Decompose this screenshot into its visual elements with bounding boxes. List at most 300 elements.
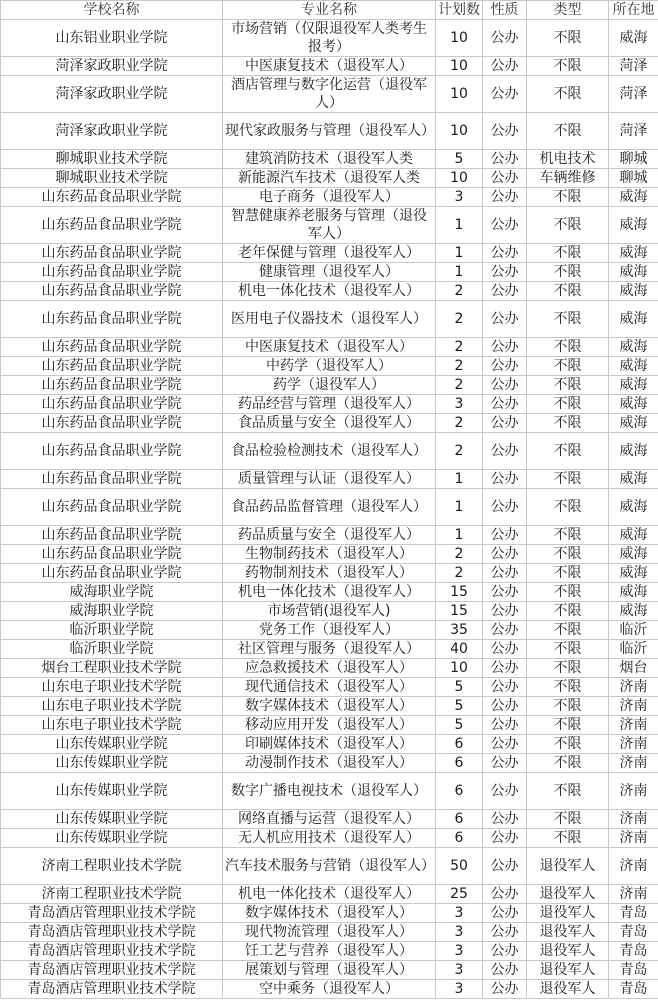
table-row — [1, 602, 658, 621]
school-cell[interactable]: 山东药品食品职业学院 — [1, 433, 223, 470]
plan-count-cell[interactable]: 2 — [436, 338, 483, 357]
location-cell[interactable]: 济南 — [609, 697, 658, 716]
table-row — [1, 810, 658, 829]
nature-cell[interactable]: 公办 — [483, 716, 527, 735]
nature-cell[interactable]: 公办 — [483, 113, 527, 150]
school-cell[interactable]: 山东药品食品职业学院 — [1, 489, 223, 526]
school-cell[interactable]: 山东药品食品职业学院 — [1, 414, 223, 433]
table-row — [1, 150, 658, 169]
type-cell[interactable]: 不限 — [527, 376, 609, 395]
plan-count-cell[interactable]: 50 — [436, 848, 483, 885]
nature-cell[interactable]: 公办 — [483, 773, 527, 810]
major-cell[interactable]: 饪工艺与营养（退役军人） — [223, 942, 436, 961]
major-cell[interactable]: 社区管理与服务（退役军人） — [223, 640, 436, 659]
school-cell[interactable]: 山东传媒职业学院 — [1, 829, 223, 848]
location-cell[interactable]: 威海 — [609, 301, 658, 338]
location-cell[interactable]: 青岛 — [609, 980, 658, 999]
nature-cell[interactable]: 公办 — [483, 545, 527, 564]
type-cell[interactable]: 不限 — [527, 207, 609, 244]
school-cell[interactable]: 济南工程职业技术学院 — [1, 848, 223, 885]
plan-count-cell[interactable]: 2 — [436, 282, 483, 301]
major-cell[interactable]: 建筑消防技术（退役军人类 — [223, 150, 436, 169]
type-cell[interactable]: 不限 — [527, 433, 609, 470]
location-cell[interactable]: 济南 — [609, 810, 658, 829]
major-cell[interactable]: 中药学（退役军人） — [223, 357, 436, 376]
nature-cell[interactable]: 公办 — [483, 76, 527, 113]
table-row — [1, 773, 658, 810]
major-cell[interactable]: 动漫制作技术（退役军人） — [223, 754, 436, 773]
type-cell[interactable]: 不限 — [527, 754, 609, 773]
location-cell[interactable]: 菏泽 — [609, 57, 658, 76]
table-row — [1, 904, 658, 923]
school-cell[interactable]: 青岛酒店管理职业技术学院 — [1, 923, 223, 942]
school-cell[interactable]: 青岛酒店管理职业技术学院 — [1, 942, 223, 961]
type-cell[interactable]: 不限 — [527, 545, 609, 564]
school-cell[interactable]: 山东传媒职业学院 — [1, 754, 223, 773]
location-cell[interactable]: 济南 — [609, 848, 658, 885]
type-cell[interactable]: 不限 — [527, 301, 609, 338]
header-row — [1, 1, 658, 20]
nature-cell[interactable]: 公办 — [483, 57, 527, 76]
major-cell[interactable]: 应急救援技术（退役军人） — [223, 659, 436, 678]
plan-count-cell[interactable]: 1 — [436, 526, 483, 545]
nature-cell[interactable]: 公办 — [483, 754, 527, 773]
type-cell[interactable]: 不限 — [527, 735, 609, 754]
location-cell[interactable]: 济南 — [609, 716, 658, 735]
plan-count-cell[interactable]: 10 — [436, 76, 483, 113]
plan-count-cell[interactable]: 2 — [436, 376, 483, 395]
location-cell[interactable]: 威海 — [609, 357, 658, 376]
school-cell[interactable]: 山东电子职业技术学院 — [1, 678, 223, 697]
major-cell[interactable]: 现代家政服务与管理（退役军人） — [223, 113, 436, 150]
major-cell[interactable]: 空中乘务（退役军人） — [223, 980, 436, 999]
major-cell[interactable]: 中医康复技术（退役军人） — [223, 57, 436, 76]
location-cell[interactable]: 威海 — [609, 433, 658, 470]
type-cell[interactable]: 不限 — [527, 395, 609, 414]
table-row — [1, 621, 658, 640]
table-row — [1, 76, 658, 113]
plan-count-cell[interactable]: 25 — [436, 885, 483, 904]
header-type[interactable]: 类型 — [527, 1, 609, 20]
location-cell[interactable]: 威海 — [609, 470, 658, 489]
school-cell[interactable]: 青岛酒店管理职业技术学院 — [1, 980, 223, 999]
table-row — [1, 583, 658, 602]
location-cell[interactable]: 威海 — [609, 282, 658, 301]
plan-count-cell[interactable]: 5 — [436, 716, 483, 735]
plan-count-cell[interactable]: 3 — [436, 923, 483, 942]
school-cell[interactable]: 山东药品食品职业学院 — [1, 376, 223, 395]
plan-count-cell[interactable]: 5 — [436, 697, 483, 716]
location-cell[interactable]: 青岛 — [609, 961, 658, 980]
location-cell[interactable]: 威海 — [609, 583, 658, 602]
type-cell[interactable]: 退役军人 — [527, 848, 609, 885]
location-cell[interactable]: 济南 — [609, 773, 658, 810]
type-cell[interactable]: 不限 — [527, 640, 609, 659]
location-cell[interactable]: 济南 — [609, 754, 658, 773]
school-cell[interactable]: 聊城职业技术学院 — [1, 150, 223, 169]
nature-cell[interactable]: 公办 — [483, 923, 527, 942]
table-row — [1, 301, 658, 338]
major-cell[interactable]: 印刷媒体技术（退役军人） — [223, 735, 436, 754]
plan-count-cell[interactable]: 1 — [436, 489, 483, 526]
nature-cell[interactable]: 公办 — [483, 697, 527, 716]
type-cell[interactable]: 不限 — [527, 583, 609, 602]
school-cell[interactable]: 山东药品食品职业学院 — [1, 470, 223, 489]
table-row — [1, 848, 658, 885]
table-row — [1, 207, 658, 244]
location-cell[interactable]: 济南 — [609, 885, 658, 904]
location-cell[interactable]: 威海 — [609, 188, 658, 207]
plan-count-cell[interactable]: 6 — [436, 810, 483, 829]
table-row — [1, 395, 658, 414]
type-cell[interactable]: 不限 — [527, 489, 609, 526]
major-cell[interactable]: 药品经营与管理（退役军人） — [223, 395, 436, 414]
nature-cell[interactable]: 公办 — [483, 150, 527, 169]
location-cell[interactable]: 威海 — [609, 526, 658, 545]
plan-count-cell[interactable]: 10 — [436, 57, 483, 76]
plan-count-cell[interactable]: 2 — [436, 357, 483, 376]
table-row — [1, 564, 658, 583]
plan-count-cell[interactable]: 6 — [436, 735, 483, 754]
major-cell[interactable]: 市场营销(退役军人) — [223, 602, 436, 621]
location-cell[interactable]: 威海 — [609, 489, 658, 526]
nature-cell[interactable]: 公办 — [483, 188, 527, 207]
location-cell[interactable]: 威海 — [609, 376, 658, 395]
major-cell[interactable]: 药学（退役军人） — [223, 376, 436, 395]
school-cell[interactable]: 菏泽家政职业学院 — [1, 113, 223, 150]
nature-cell[interactable]: 公办 — [483, 602, 527, 621]
school-cell[interactable]: 菏泽家政职业学院 — [1, 57, 223, 76]
type-cell[interactable]: 不限 — [527, 113, 609, 150]
table-row — [1, 640, 658, 659]
location-cell[interactable]: 青岛 — [609, 923, 658, 942]
plan-count-cell[interactable]: 10 — [436, 659, 483, 678]
plan-count-cell[interactable]: 3 — [436, 942, 483, 961]
major-cell[interactable]: 机电一体化技术（退役军人） — [223, 885, 436, 904]
plan-count-cell[interactable]: 6 — [436, 773, 483, 810]
major-cell[interactable]: 医用电子仪器技术（退役军人） — [223, 301, 436, 338]
school-cell[interactable]: 山东电子职业技术学院 — [1, 697, 223, 716]
location-cell[interactable]: 威海 — [609, 207, 658, 244]
type-cell[interactable]: 退役军人 — [527, 942, 609, 961]
table-row — [1, 244, 658, 263]
nature-cell[interactable]: 公办 — [483, 207, 527, 244]
nature-cell[interactable]: 公办 — [483, 640, 527, 659]
type-cell[interactable]: 不限 — [527, 659, 609, 678]
type-cell[interactable]: 退役军人 — [527, 923, 609, 942]
type-cell[interactable]: 退役军人 — [527, 980, 609, 999]
type-cell[interactable]: 不限 — [527, 829, 609, 848]
table-row — [1, 376, 658, 395]
plan-count-cell[interactable]: 3 — [436, 188, 483, 207]
plan-count-cell[interactable]: 15 — [436, 602, 483, 621]
nature-cell[interactable]: 公办 — [483, 942, 527, 961]
nature-cell[interactable]: 公办 — [483, 829, 527, 848]
type-cell[interactable]: 不限 — [527, 470, 609, 489]
school-cell[interactable]: 菏泽家政职业学院 — [1, 76, 223, 113]
plan-count-cell[interactable]: 35 — [436, 621, 483, 640]
major-cell[interactable]: 健康管理（退役军人） — [223, 263, 436, 282]
plan-count-cell[interactable]: 3 — [436, 395, 483, 414]
major-cell[interactable]: 无人机应用技术（退役军人） — [223, 829, 436, 848]
type-cell[interactable]: 不限 — [527, 697, 609, 716]
location-cell[interactable]: 菏泽 — [609, 113, 658, 150]
table-row — [1, 338, 658, 357]
type-cell[interactable]: 不限 — [527, 244, 609, 263]
location-cell[interactable]: 威海 — [609, 20, 658, 57]
school-cell[interactable]: 山东药品食品职业学院 — [1, 395, 223, 414]
type-cell[interactable]: 不限 — [527, 188, 609, 207]
major-cell[interactable]: 智慧健康养老服务与管理（退役军人） — [223, 207, 436, 244]
school-cell[interactable]: 山东药品食品职业学院 — [1, 188, 223, 207]
nature-cell[interactable]: 公办 — [483, 564, 527, 583]
nature-cell[interactable]: 公办 — [483, 980, 527, 999]
type-cell[interactable]: 不限 — [527, 76, 609, 113]
type-cell[interactable]: 不限 — [527, 57, 609, 76]
location-cell[interactable]: 威海 — [609, 244, 658, 263]
major-cell[interactable]: 数字媒体技术（退役军人） — [223, 904, 436, 923]
nature-cell[interactable]: 公办 — [483, 904, 527, 923]
nature-cell[interactable]: 公办 — [483, 395, 527, 414]
nature-cell[interactable]: 公办 — [483, 621, 527, 640]
type-cell[interactable]: 不限 — [527, 20, 609, 57]
header-major[interactable]: 专业名称 — [223, 1, 436, 20]
table-row — [1, 526, 658, 545]
school-cell[interactable]: 山东药品食品职业学院 — [1, 357, 223, 376]
plan-count-cell[interactable]: 2 — [436, 301, 483, 338]
major-cell[interactable]: 数字广播电视技术（退役军人） — [223, 773, 436, 810]
school-cell[interactable]: 济南工程职业技术学院 — [1, 885, 223, 904]
table-row — [1, 20, 658, 57]
plan-count-cell[interactable]: 1 — [436, 244, 483, 263]
nature-cell[interactable]: 公办 — [483, 526, 527, 545]
type-cell[interactable]: 不限 — [527, 773, 609, 810]
type-cell[interactable]: 不限 — [527, 621, 609, 640]
major-cell[interactable]: 食品药品监督管理（退役军人） — [223, 489, 436, 526]
major-cell[interactable]: 机电一体化技术（退役军人） — [223, 583, 436, 602]
school-cell[interactable]: 山东药品食品职业学院 — [1, 263, 223, 282]
location-cell[interactable]: 临沂 — [609, 621, 658, 640]
major-cell[interactable]: 移动应用开发（退役军人） — [223, 716, 436, 735]
plan-count-cell[interactable]: 15 — [436, 583, 483, 602]
plan-count-cell[interactable]: 1 — [436, 207, 483, 244]
major-cell[interactable]: 中医康复技术（退役军人） — [223, 338, 436, 357]
type-cell[interactable]: 退役军人 — [527, 885, 609, 904]
major-cell[interactable]: 现代通信技术（退役军人） — [223, 678, 436, 697]
plan-count-cell[interactable]: 5 — [436, 678, 483, 697]
plan-count-cell[interactable]: 2 — [436, 545, 483, 564]
type-cell[interactable]: 不限 — [527, 263, 609, 282]
header-plan[interactable]: 计划数 — [436, 1, 483, 20]
school-cell[interactable]: 山东药品食品职业学院 — [1, 338, 223, 357]
location-cell[interactable]: 威海 — [609, 602, 658, 621]
major-cell[interactable]: 数字媒体技术（退役军人） — [223, 697, 436, 716]
type-cell[interactable]: 不限 — [527, 602, 609, 621]
location-cell[interactable]: 烟台 — [609, 659, 658, 678]
nature-cell[interactable]: 公办 — [483, 810, 527, 829]
location-cell[interactable]: 聊城 — [609, 169, 658, 188]
table-row — [1, 282, 658, 301]
nature-cell[interactable]: 公办 — [483, 244, 527, 263]
school-cell[interactable]: 山东药品食品职业学院 — [1, 282, 223, 301]
nature-cell[interactable]: 公办 — [483, 282, 527, 301]
type-cell[interactable]: 不限 — [527, 564, 609, 583]
location-cell[interactable]: 临沂 — [609, 640, 658, 659]
table-row — [1, 829, 658, 848]
type-cell[interactable]: 不限 — [527, 414, 609, 433]
nature-cell[interactable]: 公办 — [483, 961, 527, 980]
table-row — [1, 433, 658, 470]
plan-count-cell[interactable]: 10 — [436, 113, 483, 150]
type-cell[interactable]: 不限 — [527, 282, 609, 301]
table-row — [1, 716, 658, 735]
school-cell[interactable]: 山东药品食品职业学院 — [1, 207, 223, 244]
nature-cell[interactable]: 公办 — [483, 470, 527, 489]
location-cell[interactable]: 聊城 — [609, 150, 658, 169]
major-cell[interactable]: 药品质量与安全（退役军人） — [223, 526, 436, 545]
plan-count-cell[interactable]: 3 — [436, 904, 483, 923]
location-cell[interactable]: 济南 — [609, 678, 658, 697]
type-cell[interactable]: 不限 — [527, 716, 609, 735]
school-cell[interactable]: 聊城职业技术学院 — [1, 169, 223, 188]
school-cell[interactable]: 青岛酒店管理职业技术学院 — [1, 904, 223, 923]
nature-cell[interactable]: 公办 — [483, 169, 527, 188]
nature-cell[interactable]: 公办 — [483, 659, 527, 678]
nature-cell[interactable]: 公办 — [483, 678, 527, 697]
table-row — [1, 980, 658, 999]
major-cell[interactable]: 党务工作（退役军人） — [223, 621, 436, 640]
school-cell[interactable]: 山东传媒职业学院 — [1, 735, 223, 754]
plan-count-cell[interactable]: 40 — [436, 640, 483, 659]
school-cell[interactable]: 威海职业学院 — [1, 602, 223, 621]
location-cell[interactable]: 菏泽 — [609, 76, 658, 113]
nature-cell[interactable]: 公办 — [483, 20, 527, 57]
nature-cell[interactable]: 公办 — [483, 433, 527, 470]
major-cell[interactable]: 展策划与管理（退役军人） — [223, 961, 436, 980]
type-cell[interactable]: 不限 — [527, 810, 609, 829]
nature-cell[interactable]: 公办 — [483, 885, 527, 904]
school-cell[interactable]: 山东传媒职业学院 — [1, 810, 223, 829]
school-cell[interactable]: 临沂职业学院 — [1, 621, 223, 640]
major-cell[interactable]: 网络直播与运营（退役军人） — [223, 810, 436, 829]
school-cell[interactable]: 临沂职业学院 — [1, 640, 223, 659]
school-cell[interactable]: 山东电子职业技术学院 — [1, 716, 223, 735]
table-row — [1, 735, 658, 754]
plan-count-cell[interactable]: 2 — [436, 564, 483, 583]
location-cell[interactable]: 威海 — [609, 395, 658, 414]
plan-count-cell[interactable]: 6 — [436, 754, 483, 773]
table-row — [1, 188, 658, 207]
school-cell[interactable]: 威海职业学院 — [1, 583, 223, 602]
table-body — [1, 20, 658, 999]
plan-count-cell[interactable]: 1 — [436, 470, 483, 489]
school-cell[interactable]: 山东传媒职业学院 — [1, 773, 223, 810]
table-row — [1, 489, 658, 526]
major-cell[interactable]: 电子商务（退役军人） — [223, 188, 436, 207]
plan-count-cell[interactable]: 3 — [436, 961, 483, 980]
location-cell[interactable]: 威海 — [609, 414, 658, 433]
location-cell[interactable]: 威海 — [609, 545, 658, 564]
major-cell[interactable]: 老年保健与管理（退役军人） — [223, 244, 436, 263]
major-cell[interactable]: 食品质量与安全（退役军人） — [223, 414, 436, 433]
type-cell[interactable]: 不限 — [527, 357, 609, 376]
plan-count-cell[interactable]: 10 — [436, 20, 483, 57]
school-cell[interactable]: 烟台工程职业技术学院 — [1, 659, 223, 678]
nature-cell[interactable]: 公办 — [483, 489, 527, 526]
location-cell[interactable]: 威海 — [609, 564, 658, 583]
type-cell[interactable]: 机电技术 — [527, 150, 609, 169]
table-row — [1, 545, 658, 564]
location-cell[interactable]: 青岛 — [609, 942, 658, 961]
table-row — [1, 942, 658, 961]
nature-cell[interactable]: 公办 — [483, 848, 527, 885]
type-cell[interactable]: 退役军人 — [527, 961, 609, 980]
plan-count-cell[interactable]: 5 — [436, 150, 483, 169]
school-cell[interactable]: 山东铝业职业学院 — [1, 20, 223, 57]
plan-count-cell[interactable]: 10 — [436, 169, 483, 188]
major-cell[interactable]: 现代物流管理（退役军人） — [223, 923, 436, 942]
major-cell[interactable]: 新能源汽车技术（退役军人类 — [223, 169, 436, 188]
table-row — [1, 961, 658, 980]
plan-count-cell[interactable]: 3 — [436, 980, 483, 999]
nature-cell[interactable]: 公办 — [483, 735, 527, 754]
nature-cell[interactable]: 公办 — [483, 338, 527, 357]
major-cell[interactable]: 机电一体化技术（退役军人） — [223, 282, 436, 301]
plan-count-cell[interactable]: 6 — [436, 829, 483, 848]
location-cell[interactable]: 威海 — [609, 338, 658, 357]
table-row — [1, 659, 658, 678]
type-cell[interactable]: 退役军人 — [527, 904, 609, 923]
major-cell[interactable]: 生物制药技术（退役军人） — [223, 545, 436, 564]
nature-cell[interactable]: 公办 — [483, 301, 527, 338]
school-cell[interactable]: 山东药品食品职业学院 — [1, 244, 223, 263]
header-school[interactable]: 学校名称 — [1, 1, 223, 20]
school-cell[interactable]: 山东药品食品职业学院 — [1, 564, 223, 583]
major-cell[interactable]: 质量管理与认证（退役军人） — [223, 470, 436, 489]
major-cell[interactable]: 药物制剂技术（退役军人） — [223, 564, 436, 583]
major-cell[interactable]: 市场营销（仅限退役军人类考生报考） — [223, 20, 436, 57]
nature-cell[interactable]: 公办 — [483, 414, 527, 433]
nature-cell[interactable]: 公办 — [483, 583, 527, 602]
type-cell[interactable]: 不限 — [527, 338, 609, 357]
plan-count-cell[interactable]: 2 — [436, 414, 483, 433]
major-cell[interactable]: 汽车技术服务与营销（退役军人） — [223, 848, 436, 885]
school-cell[interactable]: 山东药品食品职业学院 — [1, 545, 223, 564]
table-row — [1, 923, 658, 942]
major-cell[interactable]: 酒店管理与数字化运营（退役军人） — [223, 76, 436, 113]
location-cell[interactable]: 济南 — [609, 829, 658, 848]
header-nature[interactable]: 性质 — [483, 1, 527, 20]
plan-count-cell[interactable]: 1 — [436, 263, 483, 282]
table-row — [1, 169, 658, 188]
header-location[interactable]: 所在地 — [609, 1, 658, 20]
location-cell[interactable]: 济南 — [609, 735, 658, 754]
location-cell[interactable]: 青岛 — [609, 904, 658, 923]
nature-cell[interactable]: 公办 — [483, 357, 527, 376]
nature-cell[interactable]: 公办 — [483, 376, 527, 395]
location-cell[interactable]: 威海 — [609, 263, 658, 282]
school-cell[interactable]: 青岛酒店管理职业技术学院 — [1, 961, 223, 980]
school-cell[interactable]: 山东药品食品职业学院 — [1, 301, 223, 338]
school-cell[interactable]: 山东药品食品职业学院 — [1, 526, 223, 545]
major-cell[interactable]: 食品检验检测技术（退役军人） — [223, 433, 436, 470]
plan-count-cell[interactable]: 2 — [436, 433, 483, 470]
table-row — [1, 113, 658, 150]
nature-cell[interactable]: 公办 — [483, 263, 527, 282]
type-cell[interactable]: 车辆维修 — [527, 169, 609, 188]
type-cell[interactable]: 不限 — [527, 526, 609, 545]
type-cell[interactable]: 不限 — [527, 678, 609, 697]
